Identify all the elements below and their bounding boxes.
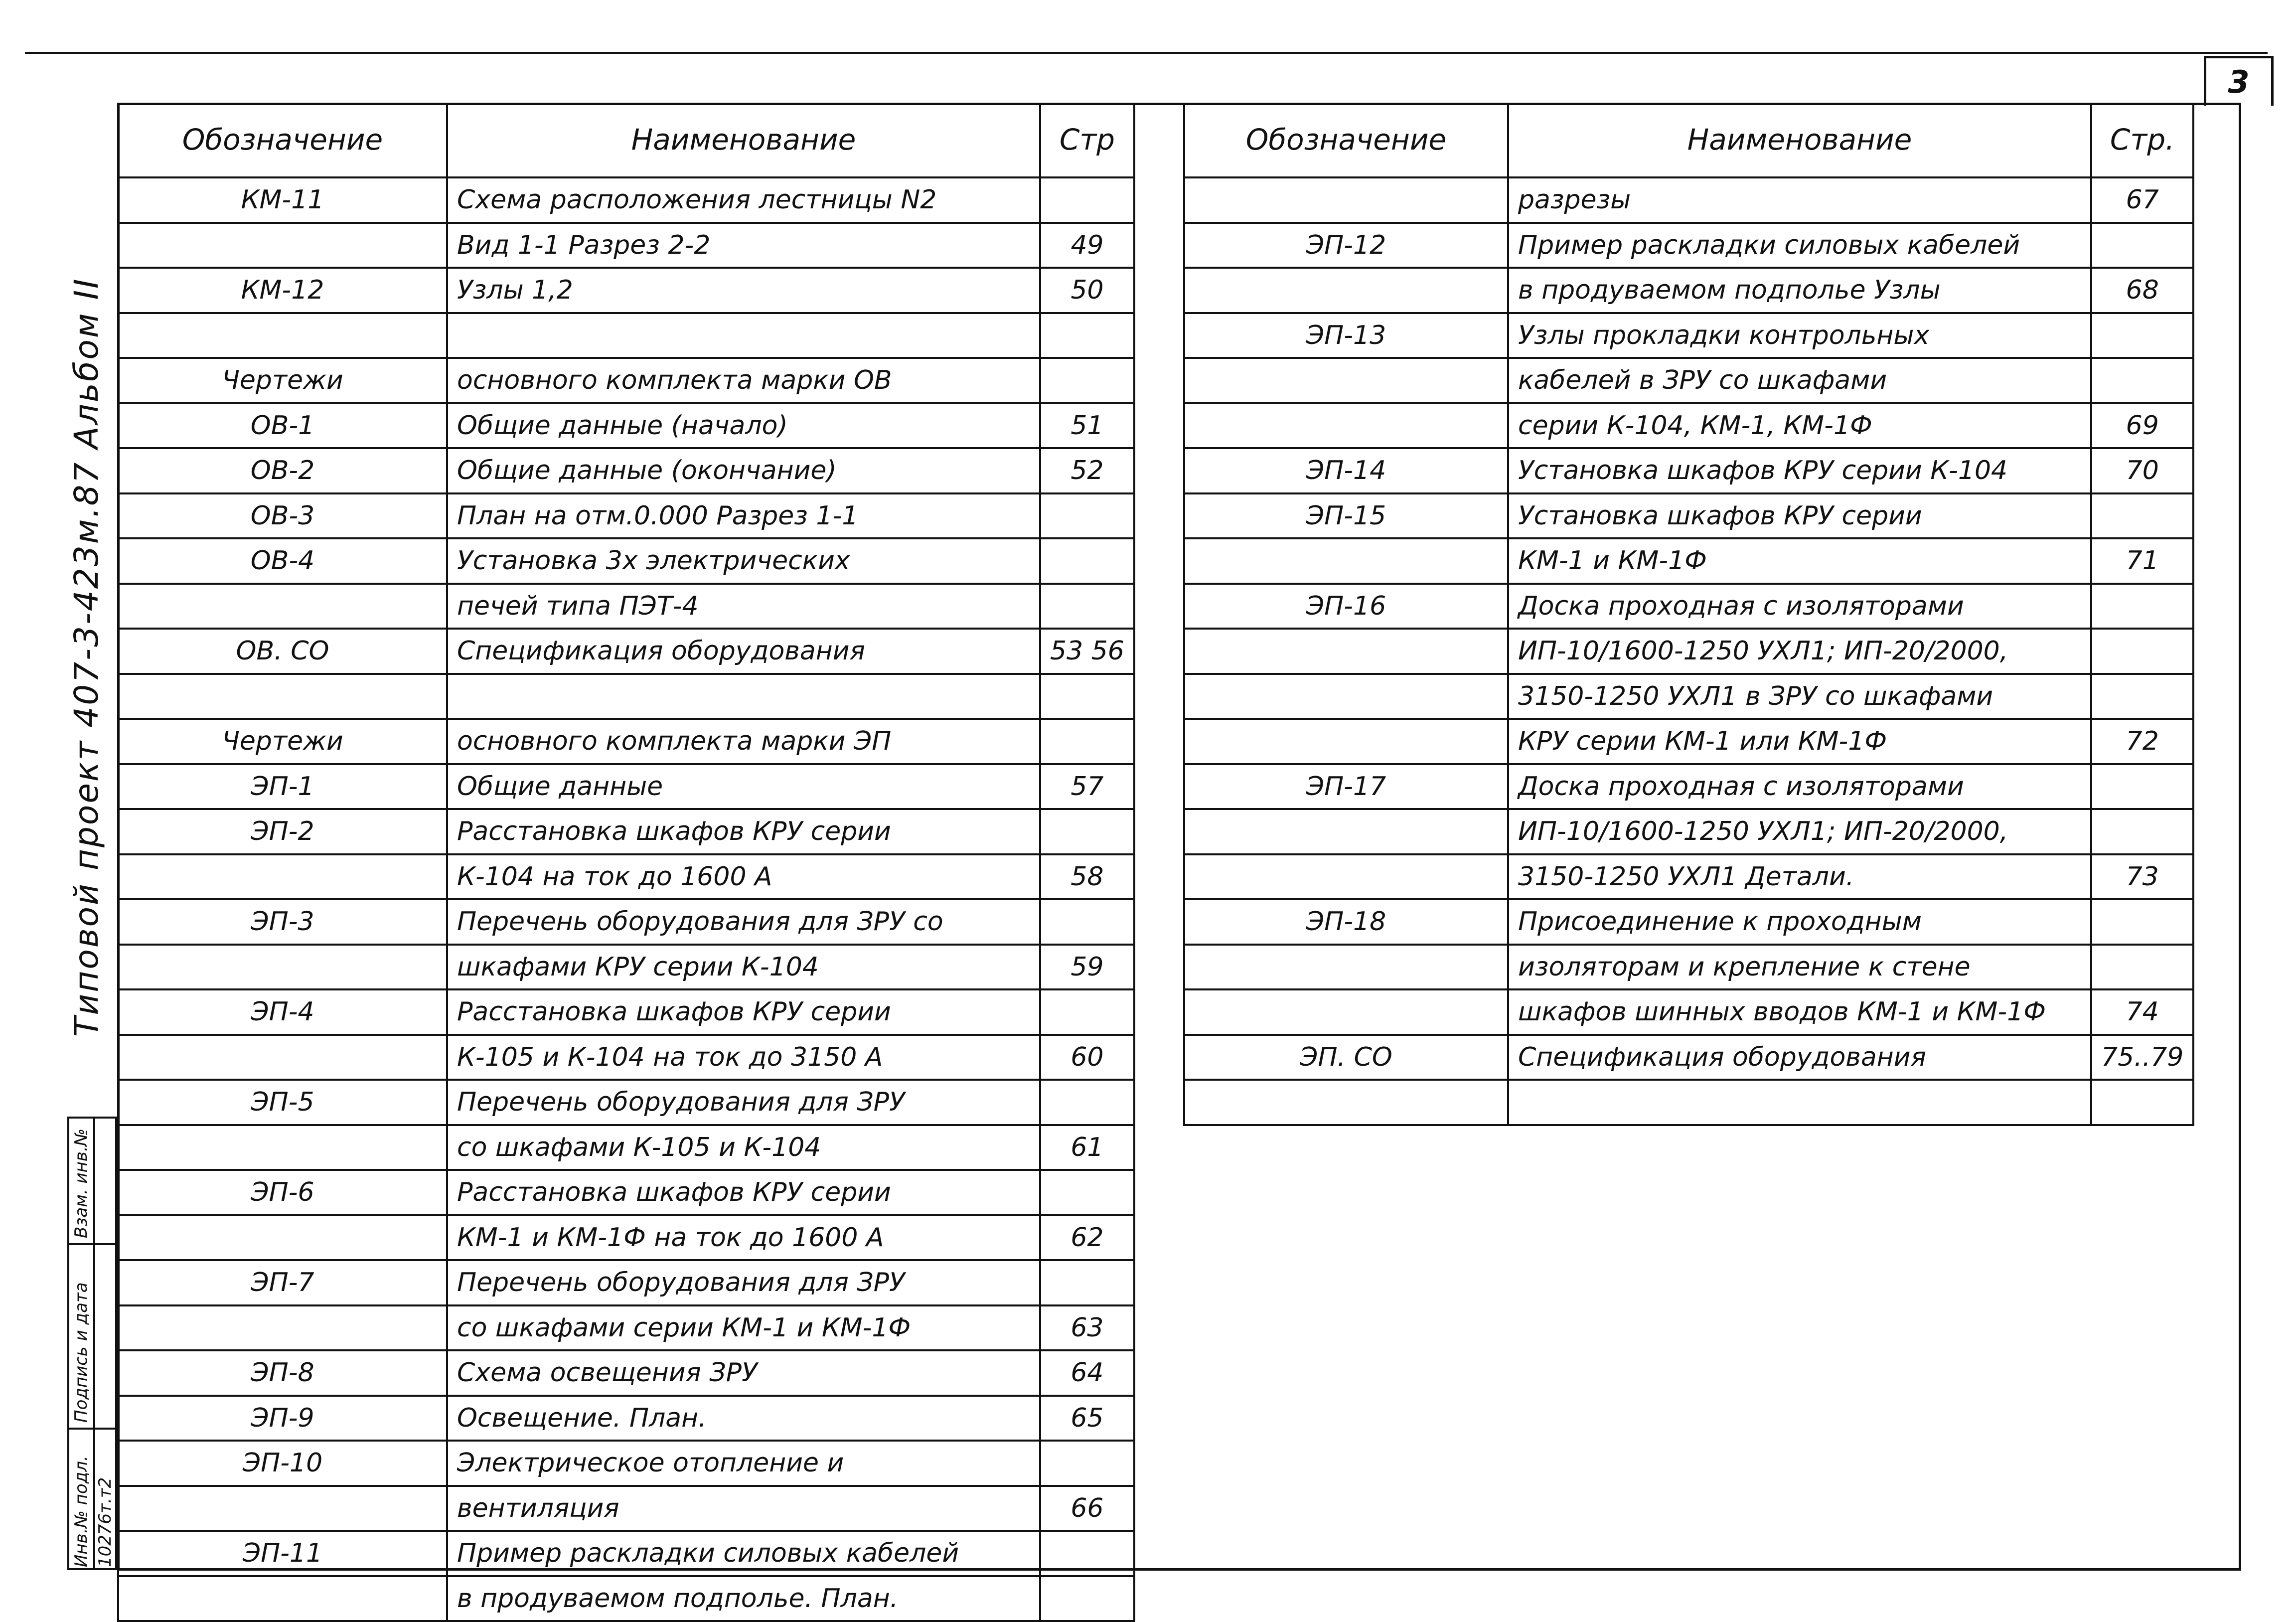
drawing-name [447,313,1040,358]
drawing-name: Расстановка шкафов КРУ серии [447,809,1040,854]
table-row [118,1531,1134,1576]
header-name: Наименование [447,103,1040,177]
header-page: Стр. [2091,103,2193,177]
table-row [118,313,1134,358]
drawing-name: Спецификация оборудования [1508,1035,2091,1080]
stamp-divider [69,1243,115,1245]
drawing-code: КМ-11 [118,177,447,223]
page-ref [2091,358,2193,403]
page-ref: 53 56 [1040,629,1134,674]
drawing-code [118,1125,447,1170]
drawing-name: КМ-1 и КМ-1Ф на ток до 1600 А [447,1215,1040,1261]
page-ref [1040,538,1134,584]
drawing-name: изоляторам и крепление к стене [1508,945,2091,990]
header-row [118,103,1134,177]
page-ref [2091,493,2193,539]
drawing-name: Схема освещения ЗРУ [447,1350,1040,1396]
table-row [1184,674,2193,719]
page-ref [1040,989,1134,1035]
table-row [1184,1035,2193,1080]
drawing-code: ЭП. СО [1184,1035,1508,1080]
header-row [1184,103,2193,177]
drawing-code: КМ-12 [118,268,447,313]
table-row [1184,223,2193,268]
drawing-code [118,313,447,358]
drawing-name: Освещение. План. [447,1396,1040,1441]
drawing-code [118,854,447,900]
page-ref [2091,584,2193,629]
drawing-code [1184,403,1508,449]
drawing-code: ЭП-6 [118,1170,447,1215]
drawing-code [1184,854,1508,900]
drawing-code [1184,719,1508,764]
drawing-name: Расстановка шкафов КРУ серии [447,1170,1040,1215]
drawing-code: ЭП-8 [118,1350,447,1396]
drawing-code [1184,945,1508,990]
drawing-name: К-105 и К-104 на ток до 3150 А [447,1035,1040,1080]
drawing-code [1184,809,1508,854]
drawing-code: ЭП-12 [1184,223,1508,268]
page-ref [1040,1080,1134,1125]
page-ref [2091,629,2193,674]
drawing-code: ОВ-4 [118,538,447,584]
drawing-name: в продуваемом подполье. План. [447,1576,1040,1622]
page-ref: 64 [1040,1350,1134,1396]
drawing-code: ЭП-1 [118,764,447,810]
table-row [118,1576,1134,1622]
drawing-name: Пример раскладки силовых кабелей [1508,223,2091,268]
table-row [118,538,1134,584]
table-row [1184,538,2193,584]
drawing-code: ОВ-2 [118,448,447,493]
page-ref [1040,674,1134,719]
table-row [1184,764,2193,810]
drawing-code: ЭП-10 [118,1441,447,1486]
drawing-name: 3150-1250 УХЛ1 в ЗРУ со шкафами [1508,674,2091,719]
page-ref: 62 [1040,1215,1134,1261]
drawing-name: Общие данные (окончание) [447,448,1040,493]
table-row [118,809,1134,854]
table-row [118,1215,1134,1261]
page-ref: 51 [1040,403,1134,449]
drawing-name: печей типа ПЭТ-4 [447,584,1040,629]
page-ref [2091,1080,2193,1125]
table-row [1184,989,2193,1035]
drawing-name: Пример раскладки силовых кабелей [447,1531,1040,1576]
page-ref [2091,809,2193,854]
right-rows [1184,177,2193,1125]
table-row [118,403,1134,449]
drawing-name: Доска проходная с изоляторами [1508,584,2091,629]
table-row [118,1170,1134,1215]
drawing-name: Узлы прокладки контрольных [1508,313,2091,358]
drawing-name: разрезы [1508,177,2091,223]
page-ref: 67 [2091,177,2193,223]
drawing-name: Общие данные (начало) [447,403,1040,449]
header-page: Стр [1040,103,1134,177]
table-row [118,629,1134,674]
page-ref: 68 [2091,268,2193,313]
drawing-code [118,223,447,268]
table-row [118,989,1134,1035]
contents-table-left [117,103,1135,1622]
drawing-code: ЭП-9 [118,1396,447,1441]
table-row [118,764,1134,810]
left-rows [118,177,1134,1621]
drawing-name: Установка 3х электрических [447,538,1040,584]
drawing-code [118,945,447,990]
page-ref: 63 [1040,1305,1134,1351]
page-ref [2091,764,2193,810]
table-row [118,899,1134,945]
page-ref: 74 [2091,989,2193,1035]
page-ref: 57 [1040,764,1134,810]
table-row [118,945,1134,990]
drawing-name: Электрическое отопление и [447,1441,1040,1486]
drawing-code [1184,358,1508,403]
table-row [1184,719,2193,764]
drawing-name: ИП-10/1600-1250 УХЛ1; ИП-20/2000, [1508,809,2091,854]
table-row [118,1396,1134,1441]
page-ref: 75..79 [2091,1035,2193,1080]
drawing-name: Схема расположения лестницы N2 [447,177,1040,223]
drawing-code: ЭП-14 [1184,448,1508,493]
header-code: Обозначение [118,103,447,177]
contents-table-right [1183,103,2194,1126]
drawing-name: шкафами КРУ серии К-104 [447,945,1040,990]
page-ref [1040,1441,1134,1486]
table-row [118,584,1134,629]
drawing-name: Общие данные [447,764,1040,810]
drawing-name: Перечень оборудования для ЗРУ со [447,899,1040,945]
page-ref: 59 [1040,945,1134,990]
drawing-code [118,674,447,719]
drawing-code: ЭП-13 [1184,313,1508,358]
table-row [118,1035,1134,1080]
table-row [118,358,1134,403]
page-ref [1040,358,1134,403]
drawing-code [118,584,447,629]
page-ref [1040,1531,1134,1576]
drawing-code [118,1035,447,1080]
drawing-name: основного комплекта марки ОВ [447,358,1040,403]
header-name: Наименование [1508,103,2091,177]
page-ref [1040,1170,1134,1215]
drawing-name: Узлы 1,2 [447,268,1040,313]
drawing-name: в продуваемом подполье Узлы [1508,268,2091,313]
table-row [118,448,1134,493]
drawing-name: Спецификация оборудования [447,629,1040,674]
table-row [1184,1080,2193,1125]
drawing-code: ЭП-5 [118,1080,447,1125]
stamp-label-signature-date: Подпись и дата [71,1282,91,1423]
page-ref [2091,313,2193,358]
table-row [1184,448,2193,493]
drawing-code: ЭП-2 [118,809,447,854]
page-ref [2091,899,2193,945]
table-row [118,719,1134,764]
page-ref [2091,674,2193,719]
drawing-name: со шкафами серии КМ-1 и КМ-1Ф [447,1305,1040,1351]
page-ref: 69 [2091,403,2193,449]
drawing-code: ОВ. СО [118,629,447,674]
table-row [118,1350,1134,1396]
drawing-code: ОВ-3 [118,493,447,539]
drawing-code: ЭП-17 [1184,764,1508,810]
page-ref [1040,313,1134,358]
table-row [118,1305,1134,1351]
page-ref: 50 [1040,268,1134,313]
table-row [1184,268,2193,313]
page-ref [1040,719,1134,764]
drawing-code: ЭП-3 [118,899,447,945]
page-ref [2091,945,2193,990]
table-row [1184,584,2193,629]
page-ref: 66 [1040,1486,1134,1531]
table-row [118,177,1134,223]
page-ref: 61 [1040,1125,1134,1170]
drawing-code: Чертежи [118,358,447,403]
table-row [1184,899,2193,945]
page-ref: 71 [2091,538,2193,584]
drawing-name: Вид 1-1 Разрез 2-2 [447,223,1040,268]
page-ref: 73 [2091,854,2193,900]
table-row [1184,358,2193,403]
drawing-name: КМ-1 и КМ-1Ф [1508,538,2091,584]
table-row [118,1080,1134,1125]
page-ref: 52 [1040,448,1134,493]
drawing-name [447,674,1040,719]
drawing-code [1184,1080,1508,1125]
drawing-name: Присоединение к проходным [1508,899,2091,945]
page-ref [1040,493,1134,539]
table-row [1184,313,2193,358]
drawing-code: ЭП-16 [1184,584,1508,629]
page-number: 3 [2204,56,2274,106]
drawing-code: Чертежи [118,719,447,764]
drawing-name: ИП-10/1600-1250 УХЛ1; ИП-20/2000, [1508,629,2091,674]
table-row [118,674,1134,719]
drawing-name: Установка шкафов КРУ серии [1508,493,2091,539]
drawing-name: Перечень оборудования для ЗРУ [447,1260,1040,1305]
drawing-code [118,1486,447,1531]
page-ref [1040,584,1134,629]
page-ref: 58 [1040,854,1134,900]
table-row [118,1260,1134,1305]
table-row [1184,945,2193,990]
drawing-name: кабелей в ЗРУ со шкафами [1508,358,2091,403]
table-row [118,493,1134,539]
drawing-code: ЭП-7 [118,1260,447,1305]
drawing-name: Перечень оборудования для ЗРУ [447,1080,1040,1125]
stamp-original-inv-value: 10276т.т2 [95,1477,115,1567]
drawing-code [1184,177,1508,223]
drawing-name [1508,1080,2091,1125]
drawing-code: ЭП-11 [118,1531,447,1576]
table-row [118,1441,1134,1486]
drawing-code [118,1215,447,1261]
drawing-name: КРУ серии КМ-1 или КМ-1Ф [1508,719,2091,764]
drawing-name: Расстановка шкафов КРУ серии [447,989,1040,1035]
drawing-name: К-104 на ток до 1600 А [447,854,1040,900]
page-ref [2091,223,2193,268]
drawing-code [1184,674,1508,719]
drawing-name: шкафов шинных вводов КМ-1 и КМ-1Ф [1508,989,2091,1035]
stamp-label-original-inv: Инв.№ подл. [71,1456,91,1567]
drawing-name: серии К-104, КМ-1, КМ-1Ф [1508,403,2091,449]
drawing-name: основного комплекта марки ЭП [447,719,1040,764]
drawing-code: ЭП-4 [118,989,447,1035]
page-ref [1040,1260,1134,1305]
drawing-name: План на отм.0.000 Разрез 1-1 [447,493,1040,539]
drawing-name: вентиляция [447,1486,1040,1531]
drawing-name: Доска проходная с изоляторами [1508,764,2091,810]
drawing-name: 3150-1250 УХЛ1 Детали. [1508,854,2091,900]
stamp-divider [69,1428,115,1430]
approval-stamp [67,1117,117,1570]
page-ref: 70 [2091,448,2193,493]
drawing-code: ОВ-1 [118,403,447,449]
album-title: Типовой проект 407-3-423м.87 Альбом II [67,277,106,1037]
drawing-code [118,1305,447,1351]
page-ref: 60 [1040,1035,1134,1080]
drawing-name: со шкафами К-105 и К-104 [447,1125,1040,1170]
drawing-code: ЭП-18 [1184,899,1508,945]
page-ref [1040,809,1134,854]
drawing-name: Установка шкафов КРУ серии К-104 [1508,448,2091,493]
table-row [118,1125,1134,1170]
table-row [1184,629,2193,674]
table-row [118,854,1134,900]
drawing-code [1184,989,1508,1035]
table-row [1184,177,2193,223]
page-ref: 49 [1040,223,1134,268]
page-ref [1040,177,1134,223]
table-row [118,1486,1134,1531]
drawing-code [1184,538,1508,584]
page-ref [1040,1576,1134,1622]
header-code: Обозначение [1184,103,1508,177]
drawing-code [1184,268,1508,313]
table-row [1184,493,2193,539]
stamp-label-replaced-inv: Взам. инв.№ [71,1128,91,1238]
top-border-line [25,52,2268,54]
page-ref [1040,899,1134,945]
page-ref: 65 [1040,1396,1134,1441]
table-row [1184,403,2193,449]
table-row [118,223,1134,268]
table-row [1184,854,2193,900]
drawing-code [1184,629,1508,674]
drawing-code: ЭП-15 [1184,493,1508,539]
page-ref: 72 [2091,719,2193,764]
drawing-code [118,1576,447,1622]
table-row [1184,809,2193,854]
table-row [118,268,1134,313]
